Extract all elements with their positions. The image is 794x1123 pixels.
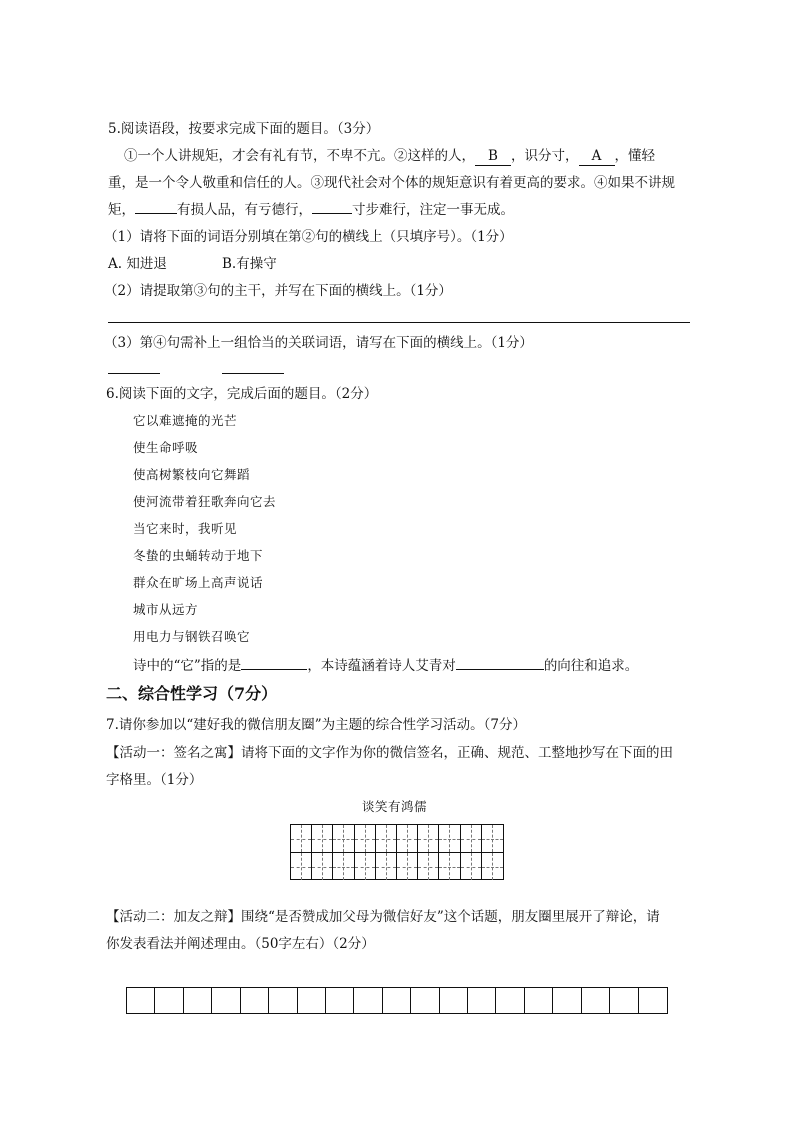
q5-answer-line-3b[interactable]: [222, 373, 284, 374]
signature-text: 谈笑有鸿儒: [362, 799, 428, 814]
answer-cell[interactable]: [383, 988, 411, 1013]
q5-blank-3[interactable]: [135, 213, 177, 214]
answer-cell[interactable]: [155, 988, 183, 1013]
grid-cell[interactable]: [312, 853, 333, 880]
grid-cell[interactable]: [439, 825, 460, 852]
grid-cell[interactable]: [291, 825, 312, 852]
grid-cell[interactable]: [355, 825, 376, 852]
q5-blank-4[interactable]: [312, 213, 352, 214]
answer-cell[interactable]: [298, 988, 326, 1013]
q5-title: 5.阅读语段，按要求完成下面的题目。（3分）: [108, 121, 380, 137]
answer-cell[interactable]: [553, 988, 581, 1013]
answer-cell[interactable]: [496, 988, 524, 1013]
answer-cell[interactable]: [184, 988, 212, 1013]
grid-cell[interactable]: [482, 825, 503, 852]
answer-grid[interactable]: [126, 987, 668, 1014]
q5-p3-text-a: 矩，: [108, 202, 135, 218]
q5-blank-1: B: [475, 147, 511, 166]
q6-blank-1[interactable]: [241, 669, 307, 670]
answer-cell[interactable]: [582, 988, 610, 1013]
answer-cell[interactable]: [468, 988, 496, 1013]
answer-cell[interactable]: [639, 988, 667, 1013]
q5-p1-text-a: ①一个人讲规矩，才会有礼有节，不卑不亢。②这样的人，: [124, 148, 475, 164]
poem-line: 使高树繁枝向它舞蹈: [133, 467, 251, 482]
grid-cell[interactable]: [312, 825, 333, 852]
q5-sub-question-3: （3）第④句需补上一组恰当的关联词语，请写在下面的横线上。（1分）: [104, 335, 533, 351]
q5-option-b: B.有操守: [222, 256, 277, 272]
activity-2-line-1: 【活动二：加友之辩】围绕“是否赞成加父母为微信好友”这个话题，朋友圈里展开了辩论，请: [106, 909, 660, 925]
q5-p1-text-c: ，懂轻: [614, 148, 655, 164]
grid-cell[interactable]: [397, 853, 418, 880]
tianzi-grid[interactable]: [290, 824, 504, 880]
poem-line: 冬蛰的虫蛹转动于地下: [133, 548, 264, 563]
q5-p3-text-b: 有损人品，有亏德行，: [177, 202, 312, 218]
activity-1-line-2: 字格里。（1分）: [106, 772, 203, 788]
poem-line: 群众在旷场上高声说话: [133, 575, 264, 590]
answer-cell[interactable]: [212, 988, 240, 1013]
grid-cell[interactable]: [376, 853, 397, 880]
q5-p1-text-b: ，识分寸，: [511, 148, 579, 164]
poem-line: 使生命呼吸: [133, 440, 199, 455]
q6-question-text-a: 诗中的“它”指的是: [133, 658, 242, 674]
poem-line: 它以难遮掩的光芒: [133, 413, 238, 428]
q6-question: [133, 657, 638, 675]
grid-cell[interactable]: [418, 825, 439, 852]
q6-blank-2[interactable]: [456, 669, 544, 670]
grid-cell[interactable]: [397, 825, 418, 852]
q5-p3-text-c: 寸步难行，注定一事无成。: [352, 202, 514, 218]
grid-cell[interactable]: [333, 853, 354, 880]
grid-cell[interactable]: [376, 825, 397, 852]
q5-option-a: A. 知进退: [108, 256, 167, 272]
grid-cell[interactable]: [439, 853, 460, 880]
q7-title: 7.请你参加以“建好我的微信朋友圈”为主题的综合性学习活动。（7分）: [106, 717, 527, 733]
poem-line: 使河流带着狂歌奔向它去: [133, 494, 277, 509]
q5-sub-question-1: （1）请将下面的词语分别填在第②句的横线上（只填序号）。（1分）: [104, 229, 513, 245]
answer-cell[interactable]: [269, 988, 297, 1013]
grid-cell[interactable]: [291, 853, 312, 880]
grid-cell[interactable]: [461, 853, 482, 880]
q6-question-text-b: ，本诗蕴涵着诗人艾青对: [307, 658, 456, 674]
q5-answer-line-2[interactable]: [108, 322, 690, 323]
grid-cell[interactable]: [418, 853, 439, 880]
q5-sub-question-2: （2）请提取第③句的主干，并写在下面的横线上。（1分）: [104, 283, 452, 299]
q5-paragraph-line-3: [108, 201, 514, 219]
activity-1-line-1: 【活动一：签名之寓】请将下面的文字作为你的微信签名，正确、规范、工整地抄写在下面的田: [106, 745, 673, 761]
answer-cell[interactable]: [610, 988, 638, 1013]
q6-title: 6.阅读下面的文字，完成后面的题目。（2分）: [106, 386, 378, 402]
answer-cell[interactable]: [440, 988, 468, 1013]
q5-paragraph-line-1: [124, 147, 655, 166]
q6-question-text-c: 的向往和追求。: [543, 658, 639, 674]
q5-answer-line-3a[interactable]: [108, 373, 160, 374]
poem-line: 用电力与钢铁召唤它: [133, 629, 251, 644]
q5-paragraph-line-2: 重，是一个令人敬重和信任的人。③现代社会对个体的规矩意识有着更高的要求。④如果不讲规: [108, 175, 675, 191]
poem-line: 当它来时，我听见: [133, 521, 238, 536]
grid-cell[interactable]: [461, 825, 482, 852]
grid-cell[interactable]: [355, 853, 376, 880]
answer-cell[interactable]: [354, 988, 382, 1013]
q5-blank-2: A: [579, 147, 615, 166]
poem-line: 城市从远方: [133, 602, 199, 617]
grid-cell[interactable]: [482, 853, 503, 880]
activity-2-line-2: 你发表看法并阐述理由。（50字左右）（2分）: [106, 936, 375, 952]
answer-cell[interactable]: [127, 988, 155, 1013]
answer-cell[interactable]: [525, 988, 553, 1013]
answer-cell[interactable]: [241, 988, 269, 1013]
answer-cell[interactable]: [411, 988, 439, 1013]
grid-cell[interactable]: [333, 825, 354, 852]
answer-cell[interactable]: [326, 988, 354, 1013]
section-heading: 二、综合性学习（7分）: [106, 684, 278, 703]
